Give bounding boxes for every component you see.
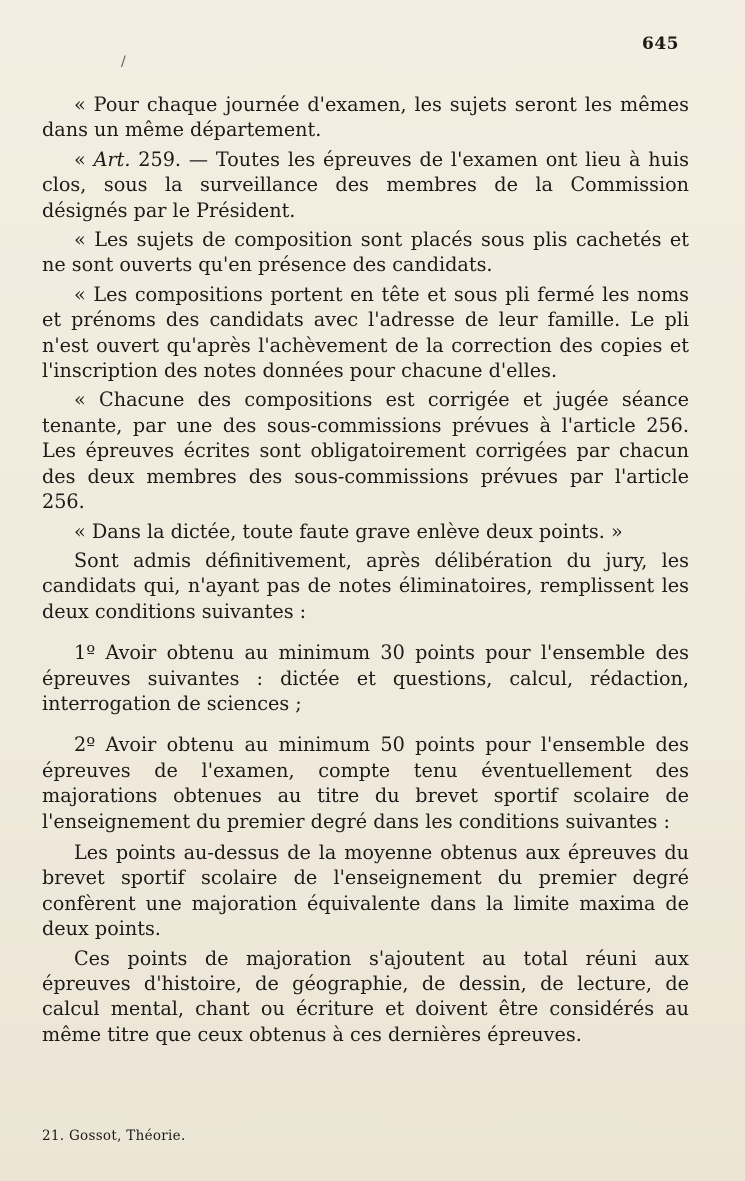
- page-body: [42, 92, 689, 1051]
- article-label: Art.: [93, 147, 131, 171]
- condition-1: 1º Avoir obtenu au minimum 30 points pour l'ensemble des épreuves suivantes : dictée et questions, calcul, rédaction, interrogation de sciences ;: [42, 641, 689, 715]
- footer-signature: 21. Gossot, Théorie.: [42, 1128, 186, 1144]
- paragraph-1: « Pour chaque journée d'examen, les sujets seront les mêmes dans un même département.: [42, 93, 689, 142]
- paragraph-5: « Chacune des compositions est corrigée et jugée séance tenante, par une des sous-commissions prévues à l'article 256. Les épreuves écrites sont obligatoirement corrigées par chacun des deux membres des sous-commissions prévues par l'article 256.: [42, 388, 689, 514]
- paragraph-4: « Les compositions portent en tête et sous pli fermé les noms et prénoms des candidats avec l'adresse de leur famille. Le pli n'est ouvert qu'après l'achèvement de la correction des copies et l'inscription des notes données pour chacune d'elles.: [42, 282, 689, 383]
- paragraph-6: « Dans la dictée, toute faute grave enlève deux points. »: [74, 519, 623, 543]
- paragraph-2-article-259: [42, 147, 689, 223]
- article-quote-mark: «: [74, 147, 94, 171]
- stray-pen-mark: /: [121, 54, 126, 70]
- paragraph-points-majoration: Ces points de majoration s'ajoutent au total réuni aux épreuves d'histoire, de géographie, de dessin, de lecture, de calcul mental, chant ou écriture et doivent être considérés au même titre que ceux obtenus à ces dernières épreuves.: [42, 946, 689, 1046]
- article-text: 259. — Toutes les épreuves de l'examen ont lieu à huis clos, sous la surveillance des membres de la Commission désignés par le Président.: [42, 147, 689, 222]
- condition-2: 2º Avoir obtenu au minimum 50 points pour l'ensemble des épreuves de l'examen, compte tenu éventuellement des majorations obtenues au titre du brevet sportif scolaire de l'enseignement du premier degré dans les conditions suivantes :: [42, 733, 689, 833]
- paragraph-3: « Les sujets de composition sont placés sous plis cachetés et ne sont ouverts qu'en présence des candidats.: [42, 228, 689, 277]
- paragraph-majoration: Les points au-dessus de la moyenne obtenus aux épreuves du brevet sportif scolaire de l'enseignement du premier degré confèrent une majoration équivalente dans la limite maxima de deux points.: [42, 840, 689, 941]
- paragraph-7: Sont admis définitivement, après délibération du jury, les candidats qui, n'ayant pas de notes éliminatoires, remplissent les deux conditions suivantes :: [42, 548, 689, 623]
- page-number: 645: [642, 34, 679, 54]
